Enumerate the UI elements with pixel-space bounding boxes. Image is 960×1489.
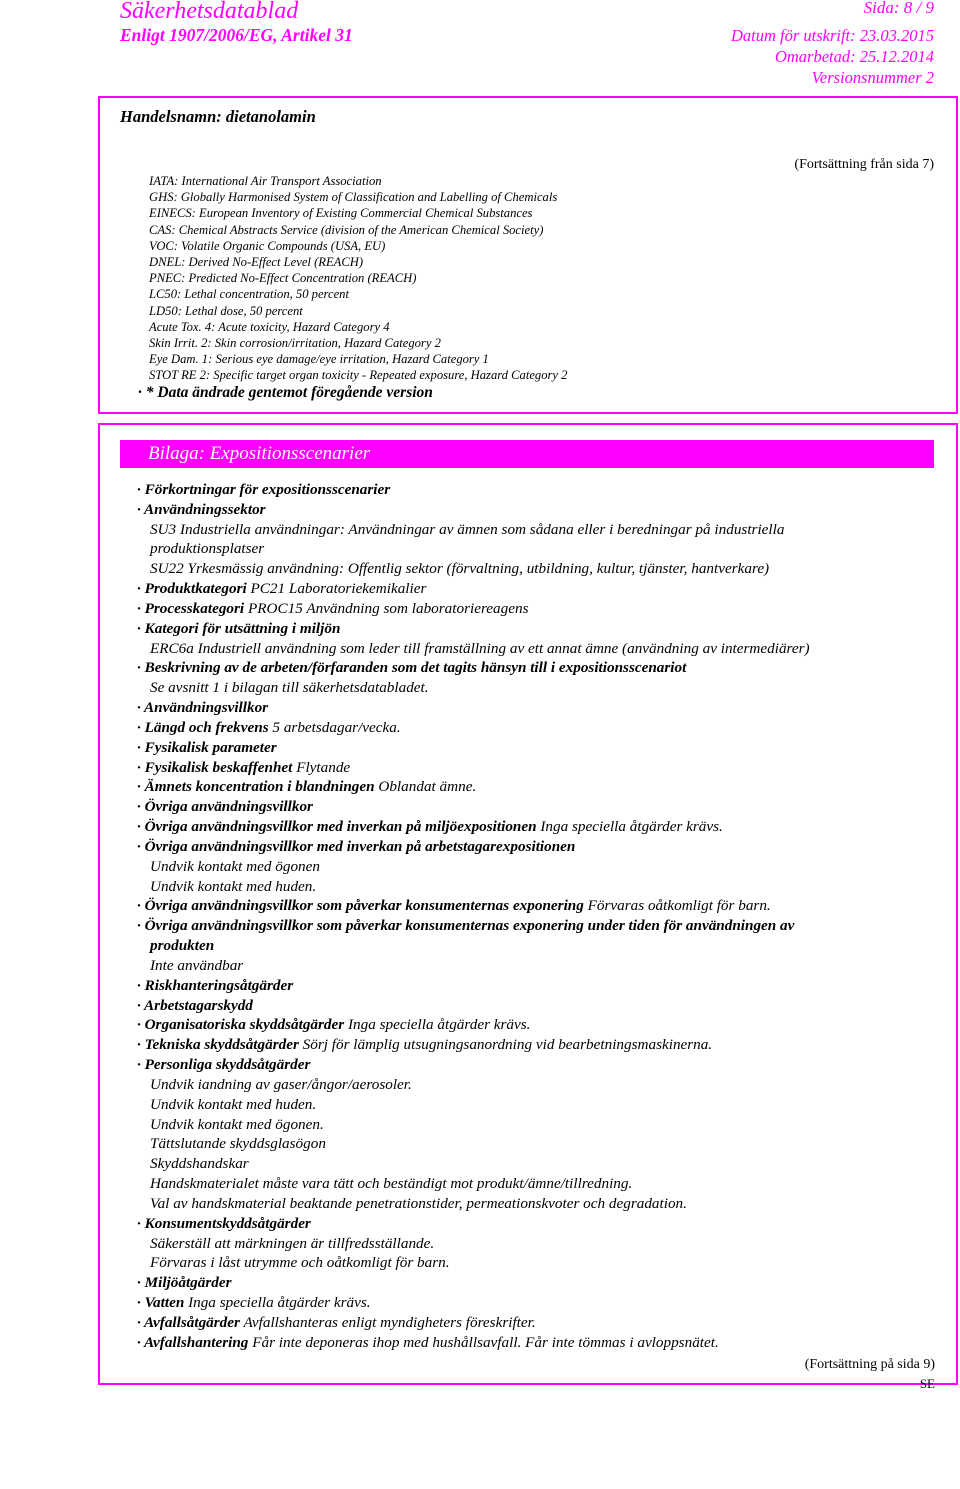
continued-from: (Fortsättning från sida 7) bbox=[794, 157, 934, 172]
annex-line bbox=[150, 1235, 434, 1253]
annex-line-label: produkten bbox=[150, 937, 215, 955]
country-code: SE bbox=[919, 1376, 935, 1391]
annex-line bbox=[150, 878, 316, 896]
annex-line bbox=[150, 1096, 316, 1114]
annex-line-label: · Längd och frekvens bbox=[137, 718, 269, 736]
annex-line-label: · Övriga användningsvillkor som påverkar konsumenternas exponering under tiden för användningen av bbox=[137, 917, 795, 935]
annex-line-value: Inga speciella åtgärder krävs. bbox=[184, 1294, 371, 1312]
annex-line-label: · Användningssektor bbox=[137, 500, 266, 518]
annex-line-label: · Produktkategori bbox=[137, 580, 247, 598]
abbreviation-line: Acute Tox. 4: Acute toxicity, Hazard Category 4 bbox=[149, 319, 390, 334]
annex-line bbox=[137, 600, 528, 618]
regulation-ref: Enligt 1907/2006/EG, Artikel 31 bbox=[120, 25, 353, 45]
abbreviation-line: LD50: Lethal dose, 50 percent bbox=[149, 303, 303, 318]
abbreviation-line: GHS: Globally Harmonised System of Classification and Labelling of Chemicals bbox=[149, 190, 558, 205]
annex-line bbox=[150, 957, 243, 975]
annex-line-label: · Processkategori bbox=[137, 599, 245, 617]
annex-line bbox=[150, 1155, 249, 1173]
annex-line-value: PC21 Laboratoriekemikalier bbox=[246, 580, 427, 598]
annex-line-label: · Kategori för utsättning i miljön bbox=[137, 619, 341, 637]
abbreviation-line: IATA: International Air Transport Association bbox=[149, 174, 382, 188]
abbreviation-line: STOT RE 2: Specific target organ toxicity - Repeated exposure, Hazard Category 2 bbox=[149, 368, 568, 383]
annex-line bbox=[150, 1254, 450, 1272]
annex-line-value: Skyddshandskar bbox=[150, 1155, 249, 1173]
annex-line-value: PROC15 Användning som laboratoriereagens bbox=[244, 599, 529, 617]
annex-line-label: · Övriga användningsvillkor med inverkan på arbetstagarexpositionen bbox=[137, 837, 576, 855]
annex-line-value: Får inte deponeras ihop med hushållsavfall. Får inte tömmas i avloppsnätet. bbox=[248, 1333, 719, 1351]
annex-line-value: Undvik iandning av gaser/ångor/aerosoler. bbox=[150, 1075, 412, 1093]
annex-line-value: Förvaras i låst utrymme och oåtkomligt för barn. bbox=[150, 1254, 450, 1272]
annex-line-label: · Arbetstagarskydd bbox=[137, 996, 253, 1014]
annex-line-value: SU22 Yrkesmässig användning: Offentlig sektor (förvaltning, utbildning, kultur, tjänster, hantverkare) bbox=[150, 560, 770, 578]
abbreviation-line: Eye Dam. 1: Serious eye damage/eye irritation, Hazard Category 1 bbox=[149, 352, 489, 367]
annex-line-label: · Personliga skyddsåtgärder bbox=[137, 1056, 311, 1074]
annex-line-label: · Riskhanteringsåtgärder bbox=[137, 976, 294, 994]
annex-line bbox=[150, 521, 784, 539]
continued-to: (Fortsättning på sida 9) bbox=[804, 1357, 935, 1372]
annex-line-label: · Ämnets koncentration i blandningen bbox=[137, 778, 375, 796]
annex-line bbox=[137, 1334, 719, 1352]
annex-line-value: Undvik kontakt med huden. bbox=[150, 1095, 317, 1113]
annex-line-value: SU3 Industriella användningar: Användningar av ämnen som sådana eller i beredningar på industriella bbox=[150, 520, 785, 538]
annex-line-value: Undvik kontakt med ögonen. bbox=[150, 1115, 324, 1133]
annex-line bbox=[137, 719, 401, 737]
annex-line-value: Flytande bbox=[292, 758, 351, 776]
annex-line-label: · Fysikalisk parameter bbox=[137, 738, 277, 756]
annex-line-label: · Organisatoriska skyddsåtgärder bbox=[137, 1016, 345, 1034]
annex-line-label: · Avfallsåtgärder bbox=[137, 1313, 240, 1331]
annex-line-value: Val av handskmaterial beaktande penetrationstider, permeationskvoter och degradation. bbox=[150, 1194, 687, 1212]
annex-line bbox=[137, 1294, 371, 1312]
annex-line-label: · Övriga användningsvillkor bbox=[137, 798, 313, 816]
annex-line-value: Se avsnitt 1 i bilagan till säkerhetsdatabladet. bbox=[150, 679, 429, 697]
annex-line-value: Inte användbar bbox=[150, 956, 244, 974]
annex-line bbox=[150, 679, 429, 697]
abbreviations-box bbox=[98, 96, 958, 414]
annex-line-value: Inga speciella åtgärder krävs. bbox=[536, 818, 723, 836]
annex-line-value: Inga speciella åtgärder krävs. bbox=[344, 1016, 531, 1034]
annex-line-label: · Övriga användningsvillkor som påverkar konsumenternas exponering bbox=[137, 897, 584, 915]
product-name: Handelsnamn: dietanolamin bbox=[120, 107, 316, 126]
annex-line bbox=[137, 1036, 712, 1054]
annex-line-value: Förvaras oåtkomligt för barn. bbox=[583, 897, 771, 915]
annex-line-value: 5 arbetsdagar/vecka. bbox=[268, 718, 401, 736]
annex-line bbox=[137, 917, 794, 935]
annex-line bbox=[137, 759, 350, 777]
page-number: Sida: 8 / 9 bbox=[863, 0, 934, 17]
annex-line bbox=[137, 1274, 232, 1292]
annex-line bbox=[137, 838, 575, 856]
annex-line bbox=[137, 699, 268, 717]
annex-line-label: · Fysikalisk beskaffenhet bbox=[137, 758, 293, 776]
version-number: Versionsnummer 2 bbox=[811, 68, 934, 87]
annex-line bbox=[150, 540, 264, 558]
abbreviation-line: LC50: Lethal concentration, 50 percent bbox=[149, 287, 349, 302]
print-date: Datum för utskrift: 23.03.2015 bbox=[730, 26, 934, 45]
annex-line bbox=[137, 620, 340, 638]
annex-line-value: Sörj för lämplig utsugningsanordning vid bearbetningsmaskinerna. bbox=[298, 1036, 713, 1054]
annex-line bbox=[137, 977, 293, 995]
changed-note: · * Data ändrade gentemot föregående version bbox=[138, 384, 433, 401]
annex-line bbox=[150, 560, 769, 578]
annex-line bbox=[137, 580, 426, 598]
annex-line-value: Tättslutande skyddsglasögon bbox=[150, 1135, 326, 1153]
annex-line bbox=[137, 1016, 530, 1034]
annex-line bbox=[137, 818, 723, 836]
annex-line bbox=[137, 1314, 536, 1332]
annex-line bbox=[150, 1195, 687, 1213]
annex-heading: Bilaga: Expositionsscenarier bbox=[120, 440, 934, 468]
annex-line bbox=[137, 481, 390, 499]
revision-date: Omarbetad: 25.12.2014 bbox=[774, 47, 934, 66]
annex-line-value: Avfallshanteras enligt myndigheters föreskrifter. bbox=[239, 1313, 536, 1331]
annex-line-label: · Avfallshantering bbox=[137, 1333, 249, 1351]
annex-line bbox=[137, 659, 686, 677]
annex-line bbox=[137, 778, 476, 796]
abbreviation-line: VOC: Volatile Organic Compounds (USA, EU) bbox=[149, 238, 386, 253]
annex-line bbox=[137, 798, 313, 816]
annex-line bbox=[150, 937, 214, 955]
annex-line bbox=[150, 1116, 324, 1134]
annex-line-label: · Beskrivning av de arbeten/förfaranden som det tagits hänsyn till i expositionsscenariot bbox=[137, 659, 687, 677]
annex-line bbox=[137, 897, 771, 915]
annex-line-label: · Förkortningar för expositionsscenarier bbox=[137, 481, 391, 498]
annex-line bbox=[150, 1135, 326, 1153]
annex-line-label: · Användningsvillkor bbox=[137, 699, 269, 717]
abbreviation-line: Skin Irrit. 2: Skin corrosion/irritation, Hazard Category 2 bbox=[149, 336, 441, 350]
annex-line bbox=[137, 501, 266, 519]
annex-line bbox=[150, 640, 810, 658]
document-title: Säkerhetsdatablad bbox=[120, 0, 299, 24]
annex-line bbox=[137, 1215, 311, 1233]
annex-line bbox=[150, 858, 320, 876]
annex-line bbox=[150, 1076, 412, 1094]
annex-line bbox=[137, 739, 277, 757]
annex-line-label: · Vatten bbox=[137, 1294, 185, 1312]
annex-line bbox=[137, 1056, 310, 1074]
annex-line-label: · Miljöåtgärder bbox=[137, 1274, 232, 1292]
annex-line-value: ERC6a Industriell användning som leder till framställning av ett annat ämne (användning av intermediärer) bbox=[150, 639, 810, 657]
abbreviation-line: CAS: Chemical Abstracts Service (division of the American Chemical Society) bbox=[149, 222, 544, 237]
annex-line-label: · Övriga användningsvillkor med inverkan på miljöexpositionen bbox=[137, 818, 537, 836]
abbreviation-line: EINECS: European Inventory of Existing Commercial Chemical Substances bbox=[149, 206, 533, 221]
abbreviation-line: PNEC: Predicted No-Effect Concentration (REACH) bbox=[149, 271, 417, 286]
annex-line-value: Oblandat ämne. bbox=[374, 778, 477, 796]
annex-line bbox=[150, 1175, 632, 1193]
annex-line bbox=[137, 997, 253, 1015]
annex-line-label: · Tekniska skyddsåtgärder bbox=[137, 1036, 299, 1054]
annex-line-value: produktionsplatser bbox=[150, 540, 265, 558]
annex-line-value: Undvik kontakt med ögonen bbox=[150, 857, 320, 875]
annex-line-value: Säkerställ att märkningen är tillfredsställande. bbox=[150, 1234, 435, 1252]
abbreviation-line: DNEL: Derived No-Effect Level (REACH) bbox=[149, 255, 364, 269]
annex-line-label: · Konsumentskyddsåtgärder bbox=[137, 1214, 311, 1232]
annex-line-value: Undvik kontakt med huden. bbox=[150, 877, 317, 895]
annex-line-value: Handskmaterialet måste vara tätt och beständigt mot produkt/ämne/tillredning. bbox=[150, 1175, 633, 1193]
